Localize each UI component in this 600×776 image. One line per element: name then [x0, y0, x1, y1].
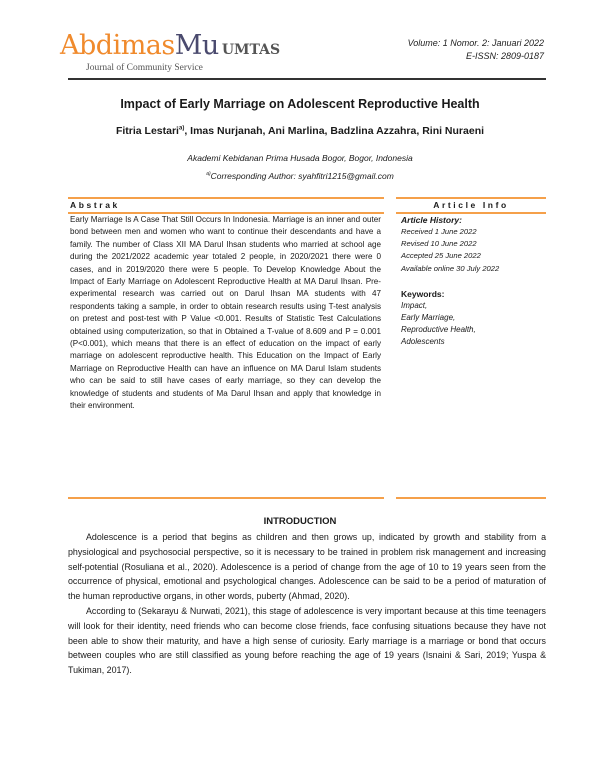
affiliation: Akademi Kebidanan Prima Husada Bogor, Bogor, Indonesia — [187, 153, 413, 163]
article-info-heading: Article Info — [433, 200, 509, 210]
other-authors: , Imas Nurjanah, Ani Marlina, Badzlina Azzahra, Rini Nuraeni — [184, 125, 485, 137]
volume-info: Volume: 1 Nomor. 2: Januari 2022 — [407, 38, 544, 48]
intro-paragraph: According to (Sekarayu & Nurwati, 2021), this stage of adolescence is very important because at this time teenagers will look for their identity, need friends who can become close friends, face confusing situations because they have not been able to show their maturity, and have a high sense of curiosity. Early marriage is a marriage or bond that occurs between couples who are still classified as young before reaching the age of 19 years (Isnaini & Sari, 2019; Yuspa & Tukiman, 2017). — [68, 605, 546, 676]
history-received: Received 1 June 2022 — [401, 227, 477, 236]
journal-logo — [60, 30, 280, 61]
author-list — [0, 125, 600, 137]
history-title: Article History: — [401, 215, 462, 225]
issn-info: E-ISSN: 2809-0187 — [465, 51, 544, 61]
history-online: Available online 30 July 2022 — [401, 263, 500, 273]
keywords-title: Keywords: — [401, 288, 445, 299]
paper-title: Impact of Early Marriage on Adolescent Reproductive Health — [120, 97, 480, 111]
header-rule — [68, 78, 546, 80]
logo-umtas: UMTAS — [221, 42, 281, 58]
journal-meta — [408, 37, 544, 63]
introduction-heading: INTRODUCTION — [263, 516, 337, 527]
intro-paragraph: Adolescence is a period that begins as children and then grows up, indicated by growth and stability from a physiological and psychosocial perspective, so it is necessary to be trained in problem risk management and increasing self-potential (Rosuliana et al., 2020). Adolescence is a period of change from the age of 10 to 19 years seen from the occurrence of physical, emotional and psychological changes. Adolescence can be said to be a period of maturation of the human reproductive organs, in other words, puberty (Ahmad, 2020). — [68, 532, 546, 602]
abstract-end-rule — [68, 497, 384, 499]
journal-subtitle: Journal of Community Service — [86, 63, 203, 73]
article-info-panel — [401, 214, 551, 349]
keyword: Adolescents — [401, 337, 445, 347]
corresponding-author — [0, 171, 600, 181]
corr-mark: a) — [206, 171, 211, 178]
info-end-rule — [396, 497, 546, 499]
info-top-rule — [396, 197, 546, 199]
introduction-body — [68, 530, 546, 678]
logo-abdimas: Abdimas — [60, 30, 175, 61]
author-affil-mark: a) — [178, 125, 185, 132]
keyword: Reproductive Health, — [401, 325, 476, 335]
logo-mu: Mu — [174, 30, 219, 61]
corr-email[interactable]: Corresponding Author: syahfitri1215@gmail.com — [210, 171, 394, 181]
abstract-heading: Abstrak — [70, 200, 120, 210]
first-author: Fitria Lestari — [115, 125, 179, 137]
history-accepted: Accepted 25 June 2022 — [401, 251, 481, 261]
keyword: Early Marriage, — [401, 313, 456, 323]
abstract-text: Early Marriage Is A Case That Still Occurs In Indonesia. Marriage is an inner and outer bond between men and women who want to continue their descendants and have a family. The number of Class XII MA Darul Ihsan students who married at school age during the 2021/2022 academic year totaled 2 people, in 2020/2021 there were 0 cases, and in 2019/2020 there were 5 people. To Develop Knowledge About the Impact of Early Marriage on Adolescent Reproductive Health at MA Darul Ihsan. Pre-experimental research was carried out on Darul Ihsan MA students with 47 respondents taking a sample, in order to obtain research results using T-test analysis on pretest and post-test with P Value <0.001. Results of Statistic Test Calculations obtained using computerization, so that in Obtained a T-value of 8.609 and P = 0.001 (P<0.001), which means that there is an effect of education on the impact of early marriage on adolescent reproductive health. This Education on the Impact of Early Marriage on Reproductive Health can have an influence on MA Darul Islam students who can be said to still have cases of early marriage, so they can develop the knowledge of students and students of Ma Darul Ihsan and apply that knowledge in their environment. — [70, 215, 381, 411]
keyword: Impact, — [401, 300, 428, 310]
abstract-top-rule — [68, 197, 384, 199]
history-revised: Revised 10 June 2022 — [401, 239, 477, 249]
